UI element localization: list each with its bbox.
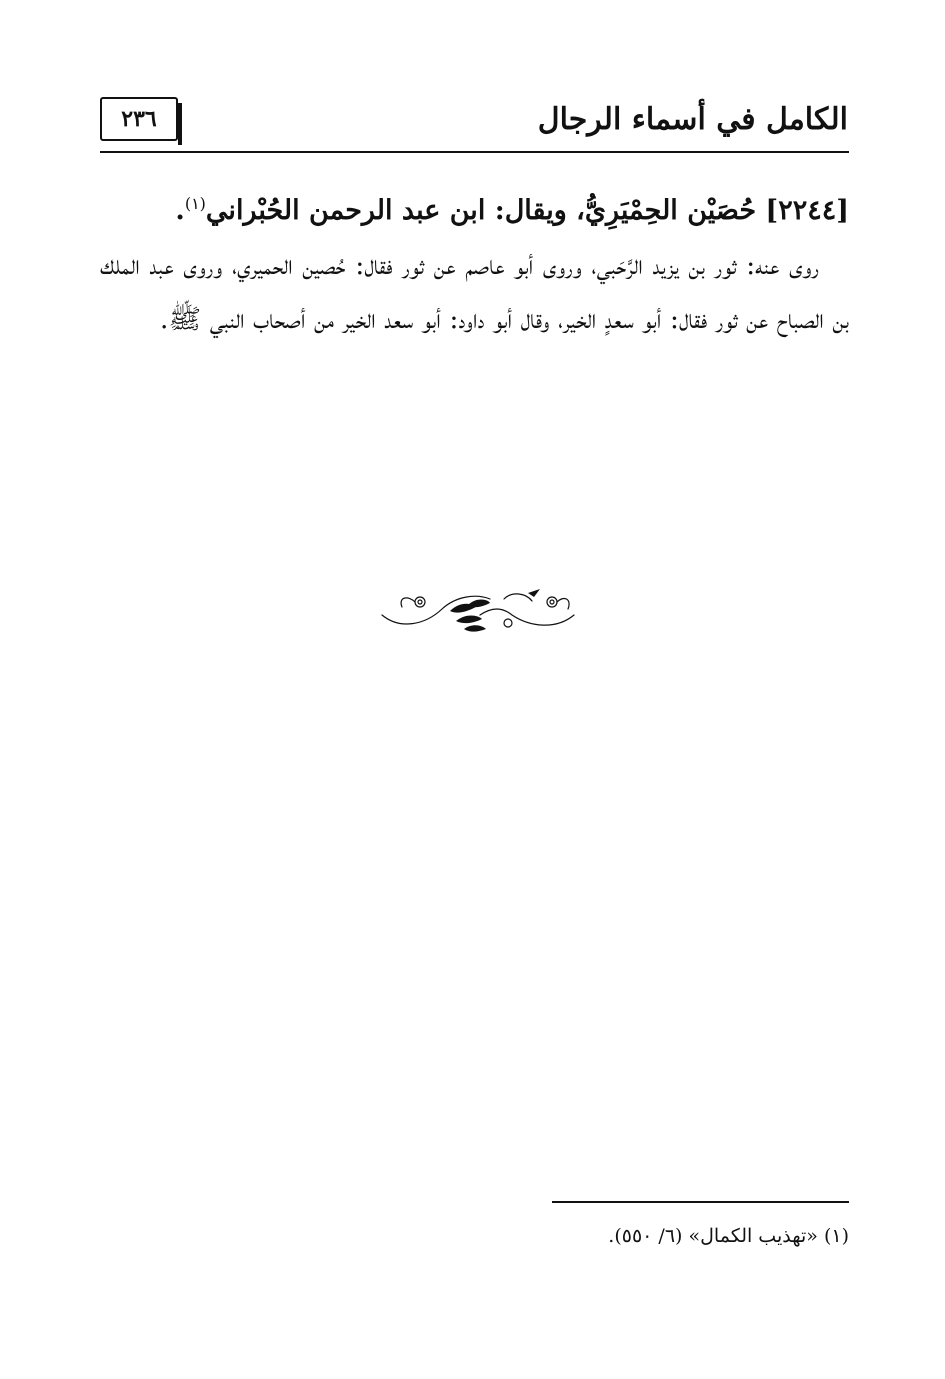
footnote-reference: (١) <box>184 194 206 213</box>
entry-heading-end: . <box>175 195 185 226</box>
ornament-divider <box>380 585 576 635</box>
header-divider <box>100 151 849 153</box>
page-number-text: ٢٣٦ <box>121 106 157 132</box>
footnote <box>400 1218 849 1254</box>
footnote-divider <box>552 1201 849 1203</box>
entry-heading-text: حُصَيْن الحِمْيَرِيُّ، ويقال: ابن عبد الرحمن الحُبْراني <box>205 195 757 226</box>
page-number <box>100 97 178 141</box>
entry-body: روى عنه: ثور بن يزيد الرَّحَبي، وروى أبو عاصم عن ثور فقال: حُصين الحميري، وروى عبد الملك بن الصباح عن ثور فقال: أبو سعدٍ الخير، وقال أبو داود: أبو سعد الخير من أصحاب النبي ﷺ. <box>100 250 849 335</box>
footnote-marker: (١) <box>823 1225 849 1247</box>
footnote-text: «تهذيب الكمال» (٦/ ٥٥٠). <box>608 1225 818 1247</box>
entry-heading <box>100 176 849 239</box>
biography-entry <box>100 176 849 347</box>
book-title: الكامل في أسماء الرجال <box>537 102 848 137</box>
entry-number: [٢٢٤٤] <box>765 195 849 226</box>
